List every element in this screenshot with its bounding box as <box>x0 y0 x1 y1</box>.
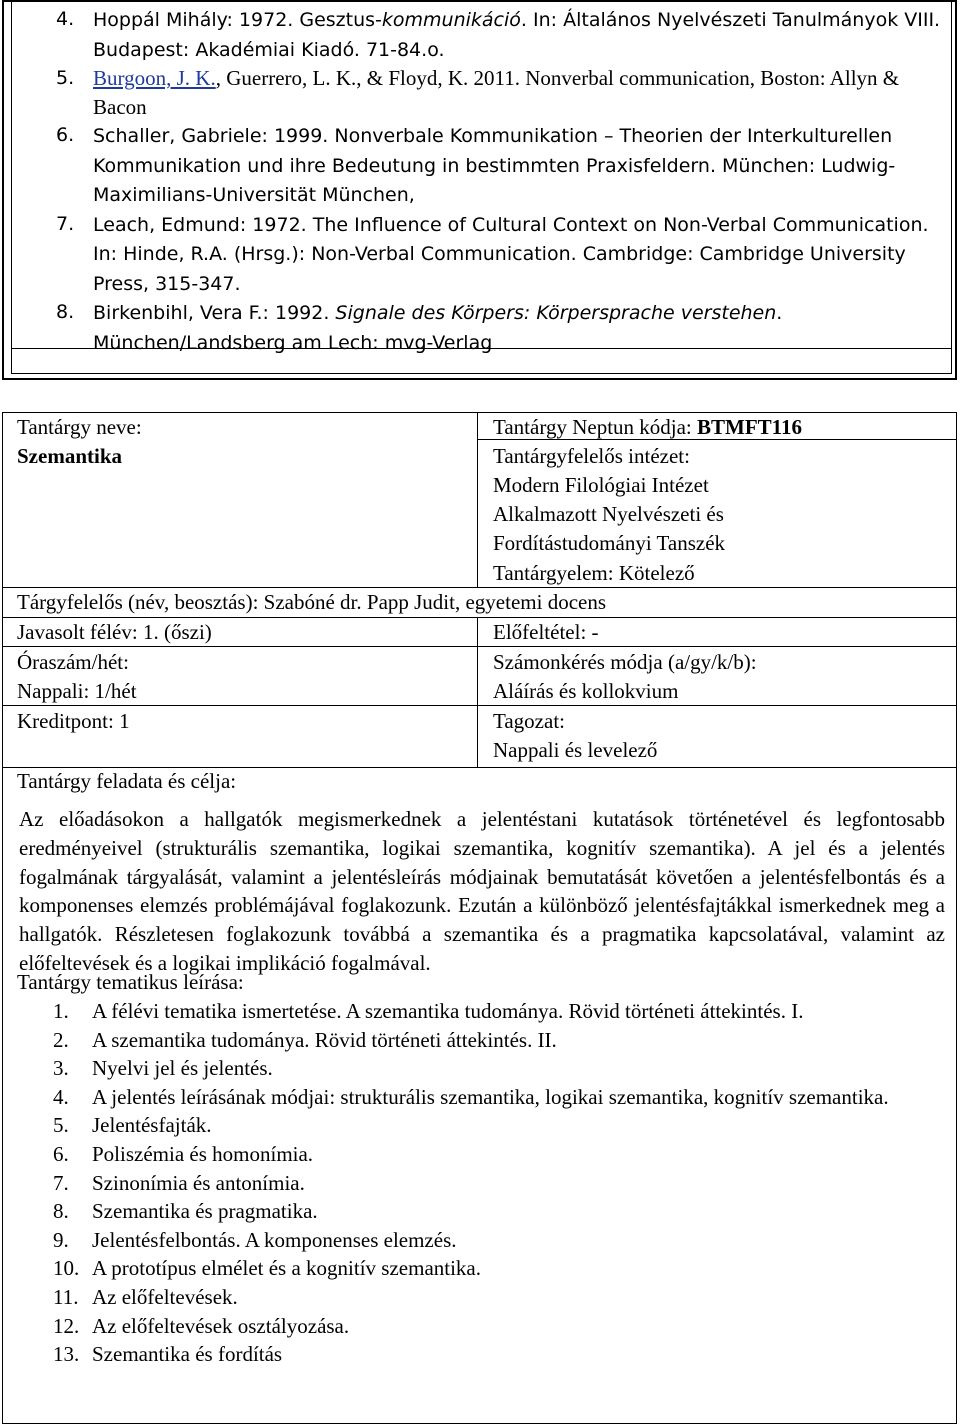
neptun-code <box>493 413 802 442</box>
reference-item <box>12 5 953 64</box>
reference-text: kommunikáció <box>381 9 521 31</box>
reference-text: , Guerrero, L. K., & Floyd, K. 2011. Nonverbal communication, Boston: Allyn & Bacon <box>93 66 900 119</box>
hours-label: Óraszám/hét: <box>17 650 129 674</box>
topic-number: 5. <box>53 1113 69 1138</box>
topic-text: Szinonímia és antonímia. <box>92 1170 305 1195</box>
reference-text: Birkenbihl, Vera F.: 1992. <box>93 302 336 324</box>
reference-text: Schaller, Gabriele: 1999. Nonverbale Kommunikation – Theorien der Interkulturellen Kommunikation und ihre Bedeutung in bestimmten Praxisfeldern. München: Ludwig-Maximilians-Universität München, <box>93 125 896 206</box>
hours-value: Nappali: 1/hét <box>17 679 137 703</box>
reference-item <box>12 121 953 210</box>
topic-number: 11. <box>53 1284 79 1309</box>
reference-number: 6. <box>56 124 75 146</box>
topic-text: Az előfeltevések osztályozása. <box>92 1313 350 1338</box>
topic-text: A szemantika tudománya. Rövid történeti áttekintés. II. <box>92 1027 557 1052</box>
topic-number: 13. <box>53 1342 80 1367</box>
reference-text: Leach, Edmund: 1972. The Influence of Cultural Context on Non-Verbal Communication. In: Hinde, R.A. (Hrsg.): Non-Verbal Communication. Cambridge: Cambridge University Press, 315-347. <box>93 213 929 295</box>
reference-list <box>12 5 953 357</box>
topic-text: Az előfeltevések. <box>92 1284 238 1309</box>
responsible-person: Tárgyfelelős (név, beosztás): Szabóné dr. Papp Judit, egyetemi docens <box>17 590 607 614</box>
reference-number: 4. <box>56 8 75 30</box>
topic-list <box>3 997 952 1369</box>
topic-number: 6. <box>53 1141 69 1166</box>
references-cell <box>11 2 952 374</box>
topic-text: Jelentésfajták. <box>92 1113 212 1138</box>
topic-number: 8. <box>53 1199 69 1224</box>
references-empty-row <box>12 348 951 374</box>
topic-number: 1. <box>53 999 69 1023</box>
topic-text: Szemantika és pragmatika. <box>92 1199 318 1224</box>
subject-info-table <box>2 412 957 1424</box>
institute-label: Tantárgyfelelős intézet: <box>493 444 690 468</box>
topic-item <box>3 1283 952 1312</box>
topic-number: 7. <box>53 1170 69 1195</box>
reference-number: 7. <box>56 212 75 235</box>
recommended-semester: Javasolt félév: 1. (őszi) <box>17 620 212 644</box>
topic-number: 9. <box>53 1227 69 1252</box>
topic-text: Nyelvi jel és jelentés. <box>92 1056 273 1081</box>
goal-text: Az előadásokon a hallgatók megismerkednek a jelentéstani kutatások történetével és legfontosabb eredményeivel (strukturális szemantika, logikai szemantika, kognitív szemantika). A jel és a jelentés fogalmának tárgyalását, valamint a jelentésleírás módjainak bemutatását követően a jelentésfelbontás és a komponenses elemzés problémájával foglakozunk. Ezután a különböző jelentésfajtákkal ismerkednek meg a hallgatók. Részletesen foglakozunk továbbá a szemantika és a pragmatika kapcsolatával, valamint az előfeltevések és a logikai implikáció fogalmával. <box>19 807 945 975</box>
institute-line-2: Alkalmazott Nyelvészeti és <box>493 502 724 526</box>
topic-text: Szemantika és fordítás <box>92 1342 283 1367</box>
topic-item <box>3 1226 952 1255</box>
subject-name-value: Szemantika <box>17 444 122 468</box>
topic-number: 2. <box>53 1027 69 1052</box>
topic-item <box>3 1197 952 1226</box>
reference-text: . In: Általános Nyelvészeti Tanulmányok VIII. Budapest: Akadémiai Kiadó. 71-84.o. <box>93 9 941 61</box>
topic-number: 4. <box>53 1084 69 1109</box>
topic-text: Jelentésfelbontás. A komponenses elemzés. <box>92 1227 457 1252</box>
reference-text: Signale des Körpers: Körpersprache verstehen <box>335 302 777 324</box>
institute-line-3: Fordítástudományi Tanszék <box>493 531 726 555</box>
neptun-label: Tantárgy Neptun kódja: <box>493 415 698 439</box>
topic-item <box>3 1026 952 1055</box>
topic-item <box>3 1169 952 1198</box>
divider <box>3 705 956 706</box>
reference-text: Hoppál Mihály: 1972. Gesztus- <box>93 9 382 31</box>
exam-value: Aláírás és kollokvium <box>493 679 679 703</box>
topic-item <box>3 1111 952 1140</box>
mode-value: Nappali és levelező <box>493 738 658 762</box>
topic-item <box>3 1312 952 1341</box>
topic-item <box>3 997 952 1026</box>
exam-label: Számonkérés módja (a/gy/k/b): <box>493 650 757 674</box>
topic-number: 3. <box>53 1056 69 1081</box>
reference-link[interactable]: Burgoon, J. K. <box>93 66 216 90</box>
subject-name-label: Tantárgy neve: <box>17 415 142 439</box>
mode-label: Tagozat: <box>493 709 565 733</box>
topic-item <box>3 1140 952 1169</box>
topic-number: 10. <box>53 1256 80 1281</box>
topic-text: A félévi tematika ismertetése. A szemantika tudománya. Rövid történeti áttekintés. I. <box>92 999 804 1023</box>
neptun-value: BTMFT116 <box>697 415 803 439</box>
references-table <box>2 0 957 380</box>
topic-text: A prototípus elmélet és a kognitív szemantika. <box>92 1256 482 1281</box>
divider <box>477 413 478 587</box>
reference-item <box>12 64 953 121</box>
institute-line-1: Modern Filológiai Intézet <box>493 473 709 497</box>
topic-number: 12. <box>53 1313 80 1338</box>
credit-points: Kreditpont: 1 <box>17 709 130 733</box>
topic-item <box>3 1340 952 1369</box>
reference-item <box>12 210 953 299</box>
topic-text: Poliszémia és homonímia. <box>92 1141 314 1166</box>
reference-text: . München/Landsberg am Lech: mvg-Verlag <box>93 302 783 354</box>
divider <box>477 617 478 767</box>
reference-number: 5. <box>56 67 75 89</box>
goal-label: Tantárgy feladata és célja: <box>17 769 237 793</box>
topic-item <box>3 1083 952 1112</box>
topic-item <box>3 1254 952 1283</box>
topics-label: Tantárgy tematikus leírása: <box>17 970 244 994</box>
topic-text: A jelentés leírásának módjai: strukturális szemantika, logikai szemantika, kognitív szemantika. <box>92 1084 889 1109</box>
reference-number: 8. <box>56 301 75 323</box>
subject-element: Tantárgyelem: Kötelező <box>493 561 695 585</box>
topic-item <box>3 1054 952 1083</box>
prerequisite: Előfeltétel: - <box>493 620 599 644</box>
